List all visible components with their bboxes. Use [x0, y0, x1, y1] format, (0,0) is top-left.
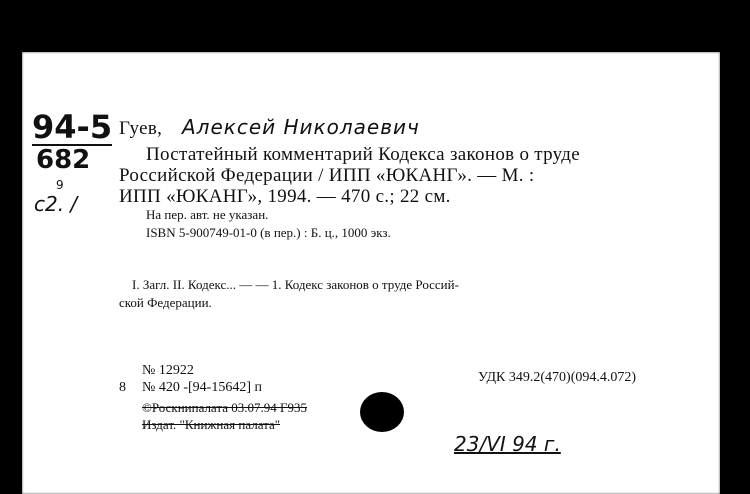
- call-number-line1: 94-5: [32, 108, 113, 146]
- title-line-3: ИПП «ЮКАНГ», 1994. — 470 с.; 22 см.: [119, 186, 451, 207]
- handwritten-date: 23/VI 94 г.: [454, 432, 561, 456]
- record-number-2: № 420 -[94-15642] п: [142, 380, 262, 395]
- call-number-mark1: 9: [56, 178, 64, 192]
- stamp-line: ©Роскнипалата 03.07.94 Г935: [142, 400, 307, 415]
- printer-line: Издат. "Книжная палата": [142, 417, 281, 432]
- title-line-2: Российской Федерации / ИПП «ЮКАНГ». — М. :: [119, 165, 535, 186]
- call-number-line2: 682: [36, 145, 91, 175]
- subject-line-2: ской Федерации.: [119, 295, 212, 310]
- black-stamp-mark: [360, 392, 404, 432]
- title-line-1: Постатейный комментарий Кодекса законов о труде: [146, 144, 580, 165]
- subject-line-1: I. Загл. II. Кодекс... — — 1. Кодекс законов о труде Россий-: [132, 277, 459, 292]
- author-handwritten: Алексей Николаевич: [182, 115, 420, 139]
- record-number-prefix: 8: [119, 380, 126, 395]
- isbn-line: ISBN 5-900749-01-0 (в пер.) : Б. ц., 1000 экз.: [146, 225, 391, 240]
- catalog-card: [22, 52, 720, 494]
- note-line-1: На пер. авт. не указан.: [146, 207, 269, 222]
- call-number-mark2: c2. /: [34, 192, 78, 216]
- udk-code: УДК 349.2(470)(094.4.072): [478, 370, 637, 385]
- author-printed: Гуев,: [119, 118, 163, 139]
- record-number: № 12922: [142, 363, 194, 378]
